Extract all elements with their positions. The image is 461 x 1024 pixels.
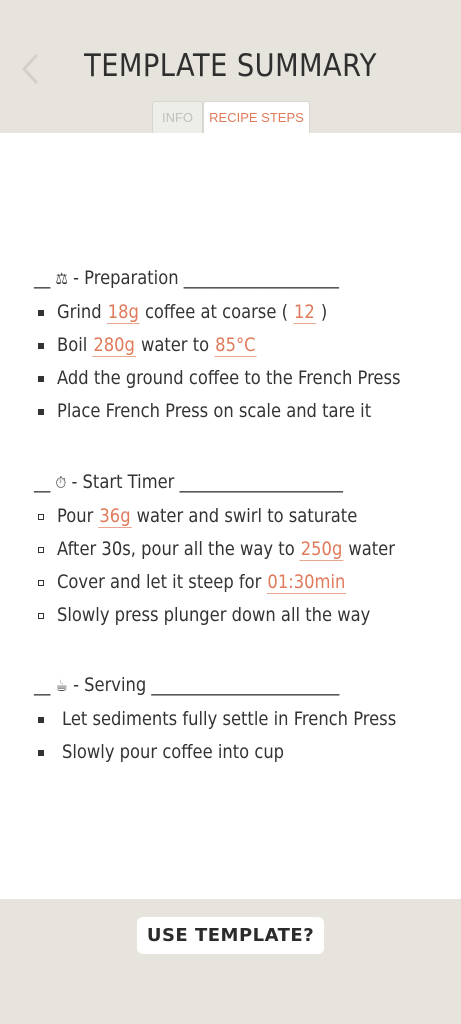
section-title: - Serving _______________________ [67,674,340,696]
step-item [0,703,461,736]
step-text-part: water [343,538,395,560]
bullet-icon [38,343,44,349]
use-template-button[interactable]: USE TEMPLATE? [137,917,324,954]
step-text [62,703,396,736]
coffee-cup-icon: ☕ [55,676,68,695]
step-item [0,500,461,533]
page-title: TEMPLATE SUMMARY [84,48,377,84]
step-text-part: coffee at coarse ( [139,301,294,323]
section-heading [34,467,343,497]
step-item [0,533,461,566]
step-item [0,296,461,329]
step-value[interactable]: 36g [99,505,131,527]
scale-icon: ⚖ [55,269,68,288]
recipe-steps-panel [0,133,461,899]
step-value[interactable]: 85°C [215,334,256,356]
step-text-part: Boil [57,334,93,356]
tab-info[interactable]: INFO [152,101,203,133]
section-title: - Start Timer ____________________ [66,471,343,493]
step-value[interactable]: 280g [93,334,135,356]
step-item [0,599,461,632]
bullet-icon [38,613,44,619]
header-bar [0,0,461,133]
bullet-icon [38,409,44,415]
step-value[interactable]: 01:30min [267,571,346,593]
step-text-part: Let sediments fully settle in French Press [62,708,397,730]
step-text [57,329,256,362]
step-text-part: Slowly press plunger down all the way [57,604,371,626]
step-text-part: Grind [57,301,107,323]
step-text-part: water and swirl to saturate [131,505,358,527]
step-item [0,395,461,428]
bullet-icon [38,376,44,382]
step-text-part: Place French Press on scale and tare it [57,400,372,422]
step-text [57,500,357,533]
step-text-part: Pour [57,505,99,527]
step-text [57,395,371,428]
step-item [0,362,461,395]
step-item [0,329,461,362]
step-text [57,296,327,329]
step-item [0,566,461,599]
bullet-icon [38,717,44,723]
section-heading [34,670,339,700]
stopwatch-icon: ⏱ [55,473,67,492]
step-text [57,533,395,566]
bullet-icon [38,310,44,316]
bullet-icon [38,580,44,586]
section-heading-prefix: __ [34,267,56,289]
step-text-part: Slowly pour coffee into cup [62,741,285,763]
step-text-part: Cover and let it steep for [57,571,267,593]
step-value[interactable]: 250g [300,538,343,560]
step-text [57,599,370,632]
step-text [62,736,284,769]
bullet-icon [38,750,44,756]
section-heading-prefix: __ [34,674,56,696]
step-text-part: Add the ground coffee to the French Press [57,367,401,389]
step-text-part: ) [315,301,328,323]
step-text [57,362,401,395]
step-text-part: After 30s, pour all the way to [57,538,300,560]
section-heading-prefix: __ [34,471,56,493]
tab-recipe-steps[interactable]: RECIPE STEPS [203,101,310,133]
step-value[interactable]: 12 [293,301,315,323]
bullet-icon [38,547,44,553]
tab-bar [152,101,310,133]
step-value[interactable]: 18g [107,301,139,323]
step-text-part: water to [135,334,215,356]
section-title: - Preparation ___________________ [67,267,339,289]
bullet-icon [38,514,44,520]
step-text [57,566,346,599]
section-heading [34,263,339,293]
step-item [0,736,461,769]
